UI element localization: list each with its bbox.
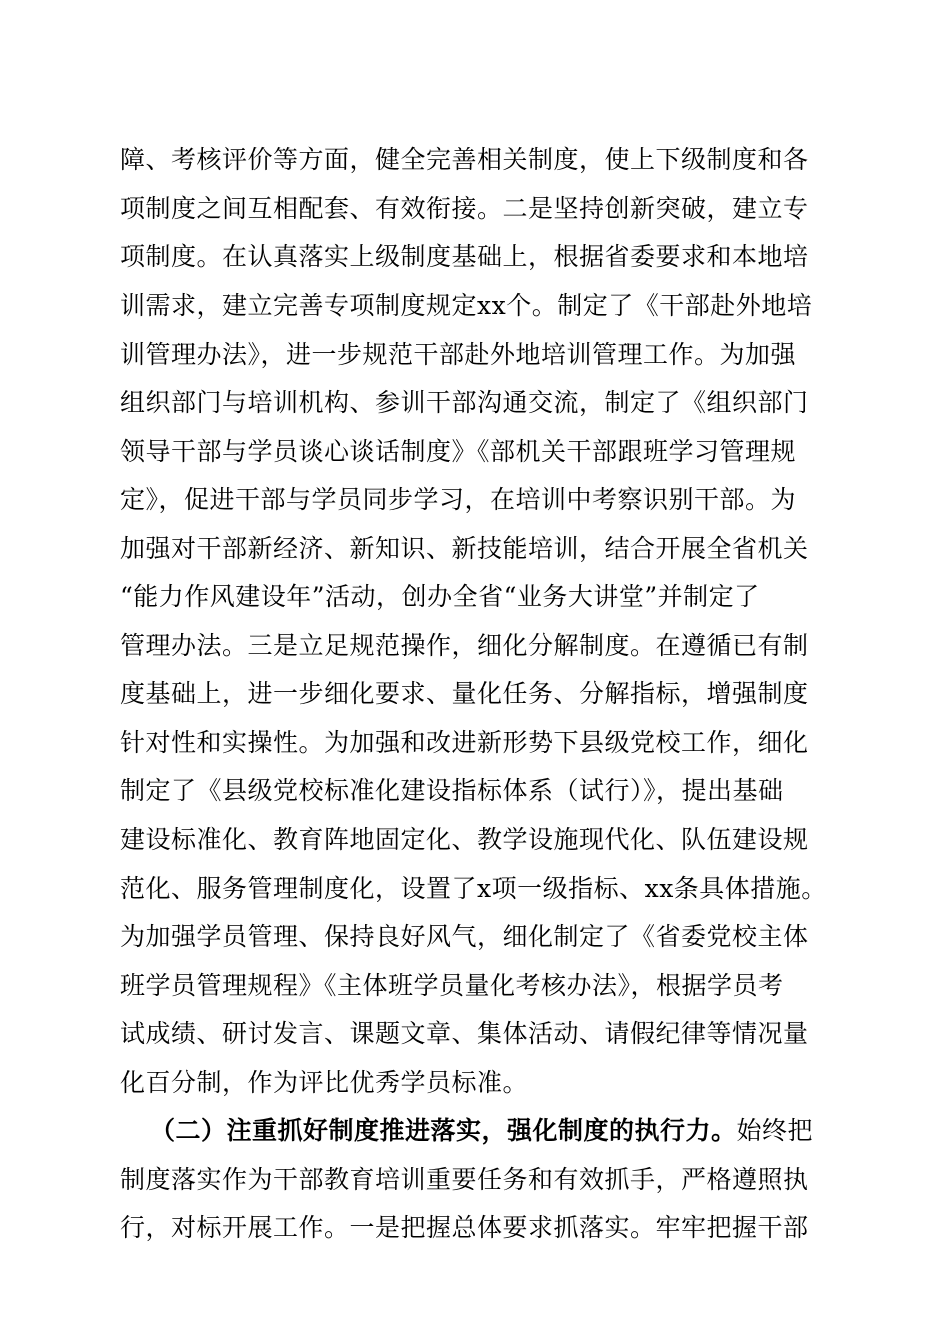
paragraph-line: “能力作风建设年”活动，创办全省“业务大讲堂”并制定了: [120, 582, 760, 611]
paragraph-line: 加强对干部新经济、新知识、新技能培训，结合开展全省机关: [120, 534, 809, 563]
paragraph-line: 建设标准化、教育阵地固定化、教学设施现代化、队伍建设规: [120, 825, 809, 854]
paragraph-line: 定》，促进干部与学员同步学习，在培训中考察识别干部。为: [120, 485, 797, 514]
paragraph-line: 行，对标开展工作。一是把握总体要求抓落实。牢牢把握干部: [120, 1213, 809, 1242]
paragraph-line: 领导干部与学员谈心谈话制度》《部机关干部跟班学习管理规: [120, 437, 797, 466]
paragraph-line: 范化、服务管理制度化，设置了x项一级指标、xx条具体措施。: [120, 874, 827, 903]
paragraph-line: 管理办法。三是立足规范操作，细化分解制度。在遵循已有制: [120, 631, 809, 660]
paragraph-line: 班学员管理规程》《主体班学员量化考核办法》，根据学员考: [120, 971, 784, 1000]
paragraph-line: 组织部门与培训机构、参训干部沟通交流，制定了《组织部门: [120, 388, 809, 417]
paragraph-line: 障、考核评价等方面，健全完善相关制度，使上下级制度和各: [120, 145, 809, 174]
section-heading: （二）注重抓好制度推进落实，强化制度的执行力。: [150, 1116, 737, 1145]
paragraph-line: 针对性和实操性。为加强和改进新形势下县级党校工作，细化: [120, 728, 809, 757]
paragraph-line: 化百分制，作为评比优秀学员标准。: [120, 1068, 529, 1097]
paragraph-line: 制定了《县级党校标准化建设指标体系（试行）》，提出基础: [120, 776, 784, 805]
paragraph-line: 为加强学员管理、保持良好风气，细化制定了《省委党校主体: [120, 922, 809, 951]
section-heading-line: [150, 1114, 813, 1148]
paragraph-line: 试成绩、研讨发言、课题文章、集体活动、请假纪律等情况量: [120, 1019, 809, 1048]
paragraph-line: 制度落实作为干部教育培训重要任务和有效抓手，严格遵照执: [120, 1165, 809, 1194]
paragraph-line: 度基础上，进一步细化要求、量化任务、分解指标，增强制度: [120, 679, 809, 708]
paragraph-line: 项制度。在认真落实上级制度基础上，根据省委要求和本地培: [120, 242, 809, 271]
section-heading-rest: 始终把: [736, 1116, 814, 1145]
paragraph-line: 训需求，建立完善专项制度规定xx个。制定了《干部赴外地培: [120, 291, 813, 320]
paragraph-line: 项制度之间互相配套、有效衔接。二是坚持创新突破，建立专: [120, 194, 809, 223]
paragraph-line: 训管理办法》，进一步规范干部赴外地培训管理工作。为加强: [120, 340, 797, 369]
